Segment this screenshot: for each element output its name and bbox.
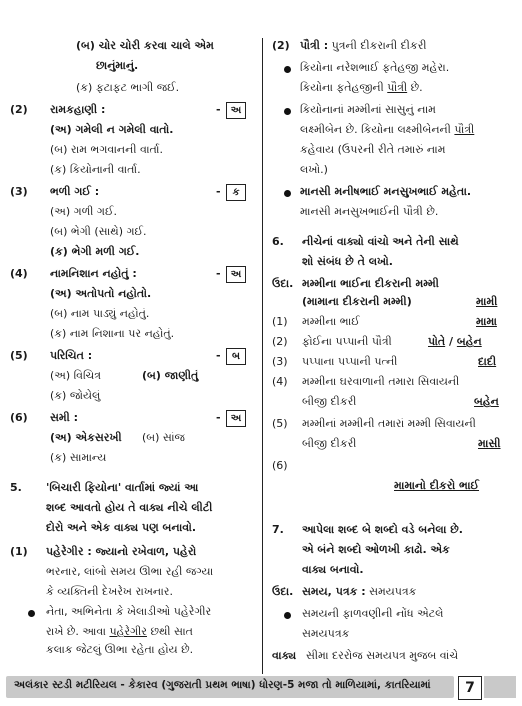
item2-number: (2) — [10, 103, 28, 116]
item4-option-b: (બ) નામ પાડ્યું નહોતું. — [50, 307, 150, 320]
bullet-icon — [284, 612, 291, 619]
rbullet2-line3: કહેવાય (ઉપરની રીતે તમારું નામ — [300, 143, 446, 156]
q7-example: સમય, પત્રક : સમયપત્રક — [302, 585, 417, 598]
example-line1: મમ્મીના ભાઈના દીકરાની મમ્મી — [302, 277, 439, 290]
rel-item3-number: (3) — [272, 355, 288, 368]
bullet-icon — [284, 190, 291, 197]
rel-item2-question: ફોઈના પપ્પાની પૌત્રી — [302, 335, 392, 348]
item2-answer-box: અ — [226, 102, 246, 119]
footer-bar — [484, 676, 516, 698]
question5-line3: દોરો અને એક વાક્ય પણ બનાવો. — [46, 521, 197, 534]
rel-item2-answer: પોતે / બહેન — [428, 335, 482, 348]
item6-number: (6) — [10, 411, 28, 424]
rel-item2-number: (2) — [272, 335, 288, 348]
rbullet3-line2: માનસી મનસુખભાઈની પૌત્રી છે. — [300, 205, 439, 218]
item6-word: સમી : — [50, 411, 79, 424]
item3-option-b: (બ) ભેગી (સાથે) ગઈ. — [50, 225, 147, 238]
bullet1-line3: કલાક જેટલું ઊભા રહેતા હોય છે. — [46, 643, 194, 656]
item2-option-k: (ક) કિયોનાની વાર્તા. — [50, 163, 141, 176]
rbullet2-line1: કિયોનાનાં મમ્મીનાં સાસુનું નામ — [300, 103, 436, 116]
q7-sentence-line1: સીમા દરરોજ સમયપત્ર મુજબ વાંચે — [306, 649, 459, 662]
item2-option-b: (બ) રામ ભગવાનની વાર્તા. — [50, 143, 163, 156]
question7-number: 7. — [272, 523, 284, 536]
q4-option-b-line2: છાનુંમાનું. — [96, 59, 139, 72]
question5-line2: શબ્દ આવતો હોય તે વાક્ય નીચે લીટી — [46, 501, 213, 514]
rel-item4-line2: બીજી દીકરી — [302, 395, 357, 408]
rel-item6-number: (6) — [272, 459, 288, 472]
page-number: 7 — [458, 676, 482, 700]
bullet1-line2: રાખે છે. આવા પહેરેગીર છથી સાત — [46, 625, 193, 638]
item6-option-a: (અ) એકસરખી — [50, 431, 122, 444]
question6-line2: શો સંબંધ છે તે લખો. — [302, 255, 393, 268]
q7-sentence-label: વાક્ય — [272, 649, 297, 662]
item3-option-a: (અ) ગળી ગઈ. — [50, 205, 117, 218]
rel-item4-line1: મમ્મીના ઘરવાળાની તમારા સિવાયની — [302, 375, 460, 388]
example-line2: (મામાના દીકરાની મમ્મી) — [302, 295, 412, 308]
rel-item1-number: (1) — [272, 315, 288, 328]
question7-line3: વાક્ય બનાવો. — [302, 563, 364, 576]
rbullet2-line2: લક્ષ્મીબેન છે. કિયોના લક્ષ્મીબેનની પૌત્રી — [300, 123, 475, 136]
item4-option-k: (ક) નામ નિશાના પર નહોતું. — [50, 327, 175, 340]
bullet-icon — [284, 66, 291, 73]
item5-option-k: (ક) જોયેલું — [50, 389, 101, 402]
rel-item1-question: મમ્મીના ભાઈ — [302, 315, 360, 328]
item5-option-a: (અ) વિચિત્ર — [50, 369, 102, 382]
item2-dash: - — [216, 103, 221, 116]
question6-line1: નીચેનાં વાક્યો વાંચો અને તેની સાથે — [302, 235, 459, 248]
question5-number: 5. — [10, 481, 22, 494]
item4-dash: - — [216, 267, 221, 280]
bullet-icon — [284, 108, 291, 115]
rel-item5-number: (5) — [272, 417, 288, 430]
item6-option-b: (બ) સાંજ — [142, 431, 185, 444]
q4-option-b-line1: (બ) ચોર ચોરી કરવા ચાલે એમ — [76, 39, 214, 52]
item5-answer-box: બ — [226, 348, 246, 365]
rel-item5-line1: મમ્મીનાં મમ્મીની તમારાં મમ્મી સિવાયની — [302, 417, 476, 430]
item6-option-k: (ક) સામાન્ય — [50, 451, 107, 464]
item5-number: (5) — [10, 349, 28, 362]
rbullet3-line1: માનસી મનીષભાઈ મનસુખભાઈ મહેતા. — [300, 185, 472, 198]
item5-option-b: (બ) જાણીતું — [142, 369, 199, 382]
right-column — [272, 38, 512, 674]
item5-dash: - — [216, 349, 221, 362]
item3-answer-box: ક — [226, 184, 246, 201]
rbullet1-line1: કિયોના નરેશભાઈ ફતેહજી મહેરા. — [300, 61, 450, 74]
example-answer: મામી — [476, 295, 498, 308]
rel-item3-answer: દાદી — [478, 355, 497, 368]
footer-banner — [6, 676, 454, 698]
q7-example-label: ઉદા. — [272, 585, 294, 598]
page-footer — [6, 676, 516, 698]
rel-item1-answer: મામા — [476, 315, 497, 328]
item3-number: (3) — [10, 185, 28, 198]
q7-bullet-line2: સમયપત્રક — [302, 627, 350, 640]
para1-line1: પહેરેગીર : જ્યાનો રખેવાળ, પહેરો — [46, 545, 197, 558]
question7-line1: આપેલા શબ્દ બે શબ્દો વડે બનેલા છે. — [302, 523, 463, 536]
footer-text: અલંકાર સ્ટડી મટીરિયલ - કેકારવ (ગુજરાતી પ્રથમ ભાષા) ધોરણ-5 મજા તો માળિયામાં, કાતરિયામાં — [14, 679, 431, 691]
rel-item5-answer: માસી — [478, 437, 501, 450]
rel-item4-number: (4) — [272, 375, 288, 388]
item4-word: નામનિશાન નહોતું : — [50, 267, 137, 280]
bullet-icon — [28, 610, 35, 617]
rel2-definition: પૌત્રી : પુત્રની દીકરાની દીકરી — [300, 39, 427, 52]
left-column — [10, 38, 258, 674]
rel-item6-answer: મામાનો દીકરો ભાઈ — [394, 479, 480, 492]
item4-number: (4) — [10, 267, 28, 280]
bullet1-line1: નેતા, અભિનેતા કે ખેલાડીઓ પહેરેગીર — [46, 605, 212, 618]
item2-option-a: (અ) ગમેલી ન ગમેલી વાતો. — [50, 123, 174, 136]
rel-item4-answer: બહેન — [474, 395, 499, 408]
item3-option-k: (ક) ભેગી મળી ગઈ. — [50, 245, 140, 258]
example-label: ઉદા. — [272, 277, 294, 290]
item3-word: ભળી ગઈ : — [50, 185, 100, 198]
item6-answer-box: અ — [226, 410, 246, 427]
rel-item5-line2: બીજી દીકરી — [302, 437, 357, 450]
item6-dash: - — [216, 411, 221, 424]
question6-number: 6. — [272, 235, 284, 248]
para1-line2: ભરનાર, લાંબો સમય ઊભા રહી જગ્યા — [46, 565, 214, 578]
item5-word: પરિચિત : — [50, 349, 93, 362]
para1-number: (1) — [10, 545, 28, 558]
para1-line3: કે વ્યક્તિની દેખરેખ રાખનાર. — [46, 585, 173, 598]
item4-option-a: (અ) અતોપતો નહોતો. — [50, 287, 152, 300]
item4-answer-box: અ — [226, 266, 246, 283]
item3-dash: - — [216, 185, 221, 198]
rbullet1-line2: કિયોના ફતેહજીની પૌત્રી છે. — [300, 81, 423, 94]
rel2-number: (2) — [272, 39, 290, 52]
rbullet2-line4: લખો.) — [300, 163, 328, 176]
item2-word: રામકહાણી : — [50, 103, 106, 116]
q4-option-k: (ક) ફટાફટ ભાગી જઈ. — [76, 81, 180, 94]
column-divider — [262, 38, 263, 674]
rel-item3-question: પપ્પાના પપ્પાની પત્ની — [302, 355, 398, 368]
question7-line2: એ બંને શબ્દો ઓળખી કાઢો. એક — [302, 543, 450, 556]
q7-bullet-line1: સમયની ફાળવણીની નોંધ એટલે — [302, 607, 444, 620]
question5-line1: 'બિચારી ફિયોના' વાર્તામાં જ્યાં આ — [46, 481, 199, 494]
